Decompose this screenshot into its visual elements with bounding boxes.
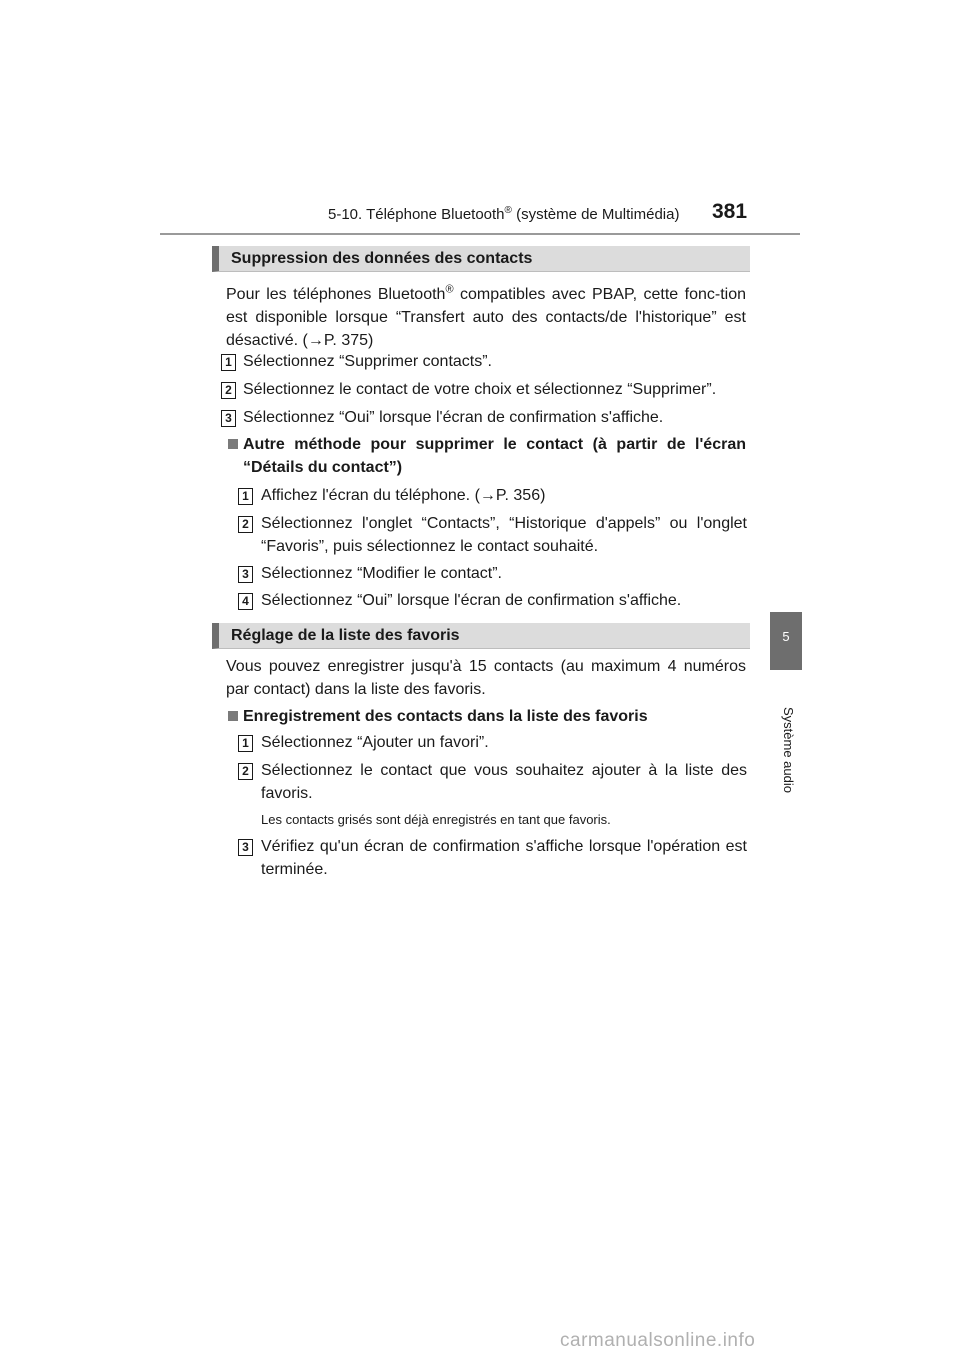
step-text: Sélectionnez “Oui” lorsque l'écran de confirmation s'affiche. <box>261 592 682 609</box>
step-number: 2 <box>238 763 253 780</box>
step-number: 1 <box>238 735 253 752</box>
step-text: Sélectionnez le contact de votre choix et sélectionnez “Supprimer”. <box>243 381 717 398</box>
bullet-square-icon <box>228 439 238 449</box>
chapter-label: Système audio <box>781 707 796 793</box>
note-text: Les contacts grisés sont déjà enregistrés en tant que favoris. <box>261 812 611 827</box>
step-number: 1 <box>238 488 253 505</box>
section-header-contacts-deletion <box>212 246 750 272</box>
step-text: Vérifiez qu'un écran de confirmation s'affiche lorsque l'opération est terminée. <box>261 838 747 878</box>
step-number: 3 <box>221 410 236 427</box>
step-text: Sélectionnez l'onglet “Contacts”, “Historique d'appels” ou l'onglet “Favoris”, puis sélectionnez le contact souhaité. <box>261 515 747 555</box>
step-text: Affichez l'écran du téléphone. (→P. 356) <box>261 487 546 504</box>
header-section-subtitle: (système de Multimédia) <box>511 206 680 223</box>
step-number: 3 <box>238 566 253 583</box>
step-number: 3 <box>238 839 253 856</box>
intro-text-start: Pour les téléphones Bluetooth <box>226 286 446 303</box>
section2-intro: Vous pouvez enregistrer jusqu'à 15 contacts (au maximum 4 numéros par contact) dans la liste des favoris. <box>226 658 746 698</box>
header-divider <box>160 233 800 235</box>
registered-mark: ® <box>504 205 512 216</box>
sub-heading: Autre méthode pour supprimer le contact (à partir de l'écran “Détails du contact”) <box>243 436 746 476</box>
sub-heading: Enregistrement des contacts dans la liste des favoris <box>243 708 648 725</box>
step-text: Sélectionnez le contact que vous souhaitez ajouter à la liste des favoris. <box>261 762 747 802</box>
step-number: 4 <box>238 593 253 610</box>
section1-intro <box>226 283 746 352</box>
watermark: carmanualsonline.info <box>560 1330 756 1351</box>
registered-mark: ® <box>445 283 454 296</box>
section-title: Réglage de la liste des favoris <box>231 627 460 644</box>
step-text: Sélectionnez “Modifier le contact”. <box>261 565 502 582</box>
chapter-tab: 5 <box>770 612 802 670</box>
step-text: Sélectionnez “Oui” lorsque l'écran de confirmation s'affiche. <box>243 409 664 426</box>
step-number: 1 <box>221 354 236 371</box>
section-header-favorites <box>212 623 750 649</box>
bullet-square-icon <box>228 711 238 721</box>
step-text: Sélectionnez “Supprimer contacts”. <box>243 353 492 370</box>
page-number: 381 <box>712 200 748 223</box>
step-text: Sélectionnez “Ajouter un favori”. <box>261 734 489 751</box>
step-number: 2 <box>238 516 253 533</box>
running-header <box>328 205 679 223</box>
step-number: 2 <box>221 382 236 399</box>
intro-text-end: compatibles avec PBAP, cette fonc-tion est disponible lorsque “Transfert auto des contacts/de l'historique” est désactivé. (→P. 375) <box>226 286 746 349</box>
section-title: Suppression des données des contacts <box>231 250 533 267</box>
header-section-title: 5-10. Téléphone Bluetooth <box>328 206 505 223</box>
